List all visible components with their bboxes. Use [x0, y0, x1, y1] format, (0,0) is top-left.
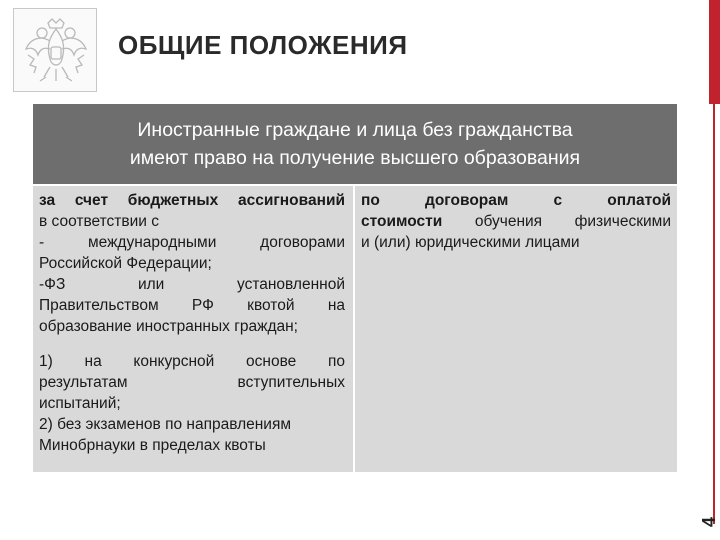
cell-text-line: Правительством РФ квотой на — [39, 297, 345, 314]
table-header-line-1: Иностранные граждане и лица без гражданства — [137, 119, 573, 141]
cell-text-line: 2) без экзаменов по направлениям — [39, 416, 292, 433]
table-header — [33, 104, 677, 184]
cell-text-line: по договорам с оплатой — [361, 192, 671, 209]
paragraph-gap — [39, 337, 345, 351]
cell-text-line: за счет бюджетных ассигнований — [39, 192, 345, 209]
cell-text-line: Российской Федерации; — [39, 255, 212, 272]
table-header-line-2: имеют право на получение высшего образования — [129, 147, 581, 169]
emphasis-text: стоимости — [361, 213, 443, 230]
cell-text-line: -ФЗ или установленной — [39, 276, 345, 293]
coat-of-arms-emblem — [13, 8, 97, 92]
cell-text-line: 1) на конкурсной основе по — [39, 353, 345, 370]
cell-text-line — [361, 211, 671, 232]
cell-text-line: в соответствии с — [39, 213, 160, 230]
cell-text-line: образование иностранных граждан; — [39, 318, 298, 335]
cell-text-fragment: обучения физическими — [442, 213, 671, 230]
cell-text-line: Минобрнауки в пределах квоты — [39, 437, 266, 454]
cell-text-line: результатам вступительных — [39, 374, 345, 391]
budget-funding-cell — [33, 186, 353, 472]
side-divider-line — [713, 104, 715, 524]
page-number: 4 — [699, 517, 719, 528]
paid-tuition-cell — [355, 186, 677, 472]
slide-title: ОБЩИЕ ПОЛОЖЕНИЯ — [118, 30, 408, 60]
cell-text-line: испытаний; — [39, 395, 121, 412]
double-headed-eagle-icon — [20, 15, 92, 87]
cell-text-line: и (или) юридическими лицами — [361, 234, 580, 251]
cell-text-line: - международными договорами — [39, 234, 345, 251]
accent-bar — [709, 0, 720, 104]
